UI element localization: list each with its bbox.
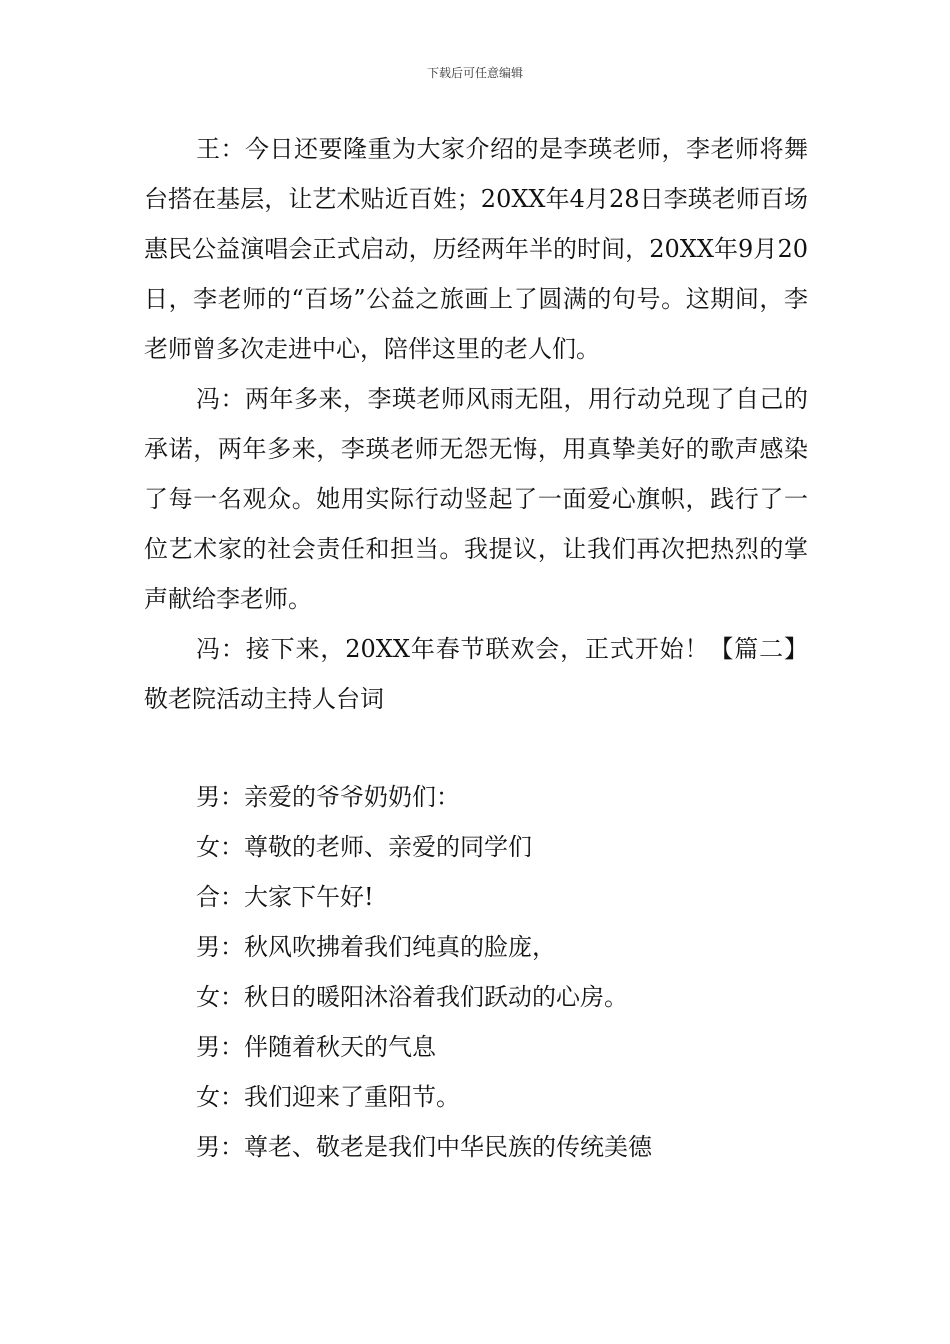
dialogue-line: 合：大家下午好! xyxy=(196,883,374,911)
dialogue-line: 女：我们迎来了重阳节。 xyxy=(196,1083,460,1111)
dialogue-line: 男：亲爱的爷爷奶奶们： xyxy=(196,783,460,811)
dialogue-line: 女：秋日的暖阳沐浴着我们跃动的心房。 xyxy=(196,983,628,1011)
dialogue-line: 男：秋风吹拂着我们纯真的脸庞， xyxy=(196,933,556,961)
dialogue-line: 男：尊老、敬老是我们中华民族的传统美德 xyxy=(196,1133,652,1161)
page-header: 下载后可任意编辑 xyxy=(426,66,523,80)
section-gap xyxy=(144,724,808,772)
paragraph-feng-start: 冯：接下来，20XX年春节联欢会，正式开始！【篇二】敬老院活动主持人台词 xyxy=(144,635,808,713)
dialogue-list xyxy=(144,772,808,1172)
dialogue-line: 女：尊敬的老师、亲爱的同学们 xyxy=(196,833,532,861)
dialogue-line: 男：伴随着秋天的气息 xyxy=(196,1033,436,1061)
document-body xyxy=(144,124,808,1172)
paragraph-feng-praise: 冯：两年多来，李瑛老师风雨无阻，用行动兑现了自己的承诺，两年多来，李瑛老师无怨无悔，用真挚美好的歌声感染了每一名观众。她用实际行动竖起了一面爱心旗帜，践行了一位艺术家的社会责任和担当。我提议，让我们再次把热烈的掌声献给李老师。 xyxy=(144,385,808,613)
paragraph-wang-intro: 王：今日还要隆重为大家介绍的是李瑛老师，李老师将舞台搭在基层，让艺术贴近百姓；20XX年4月28日李瑛老师百场惠民公益演唱会正式启动，历经两年半的时间，20XX年9月20日，李老师的“百场”公益之旅画上了圆满的句号。这期间，李老师曾多次走进中心，陪伴这里的老人们。 xyxy=(144,135,808,363)
